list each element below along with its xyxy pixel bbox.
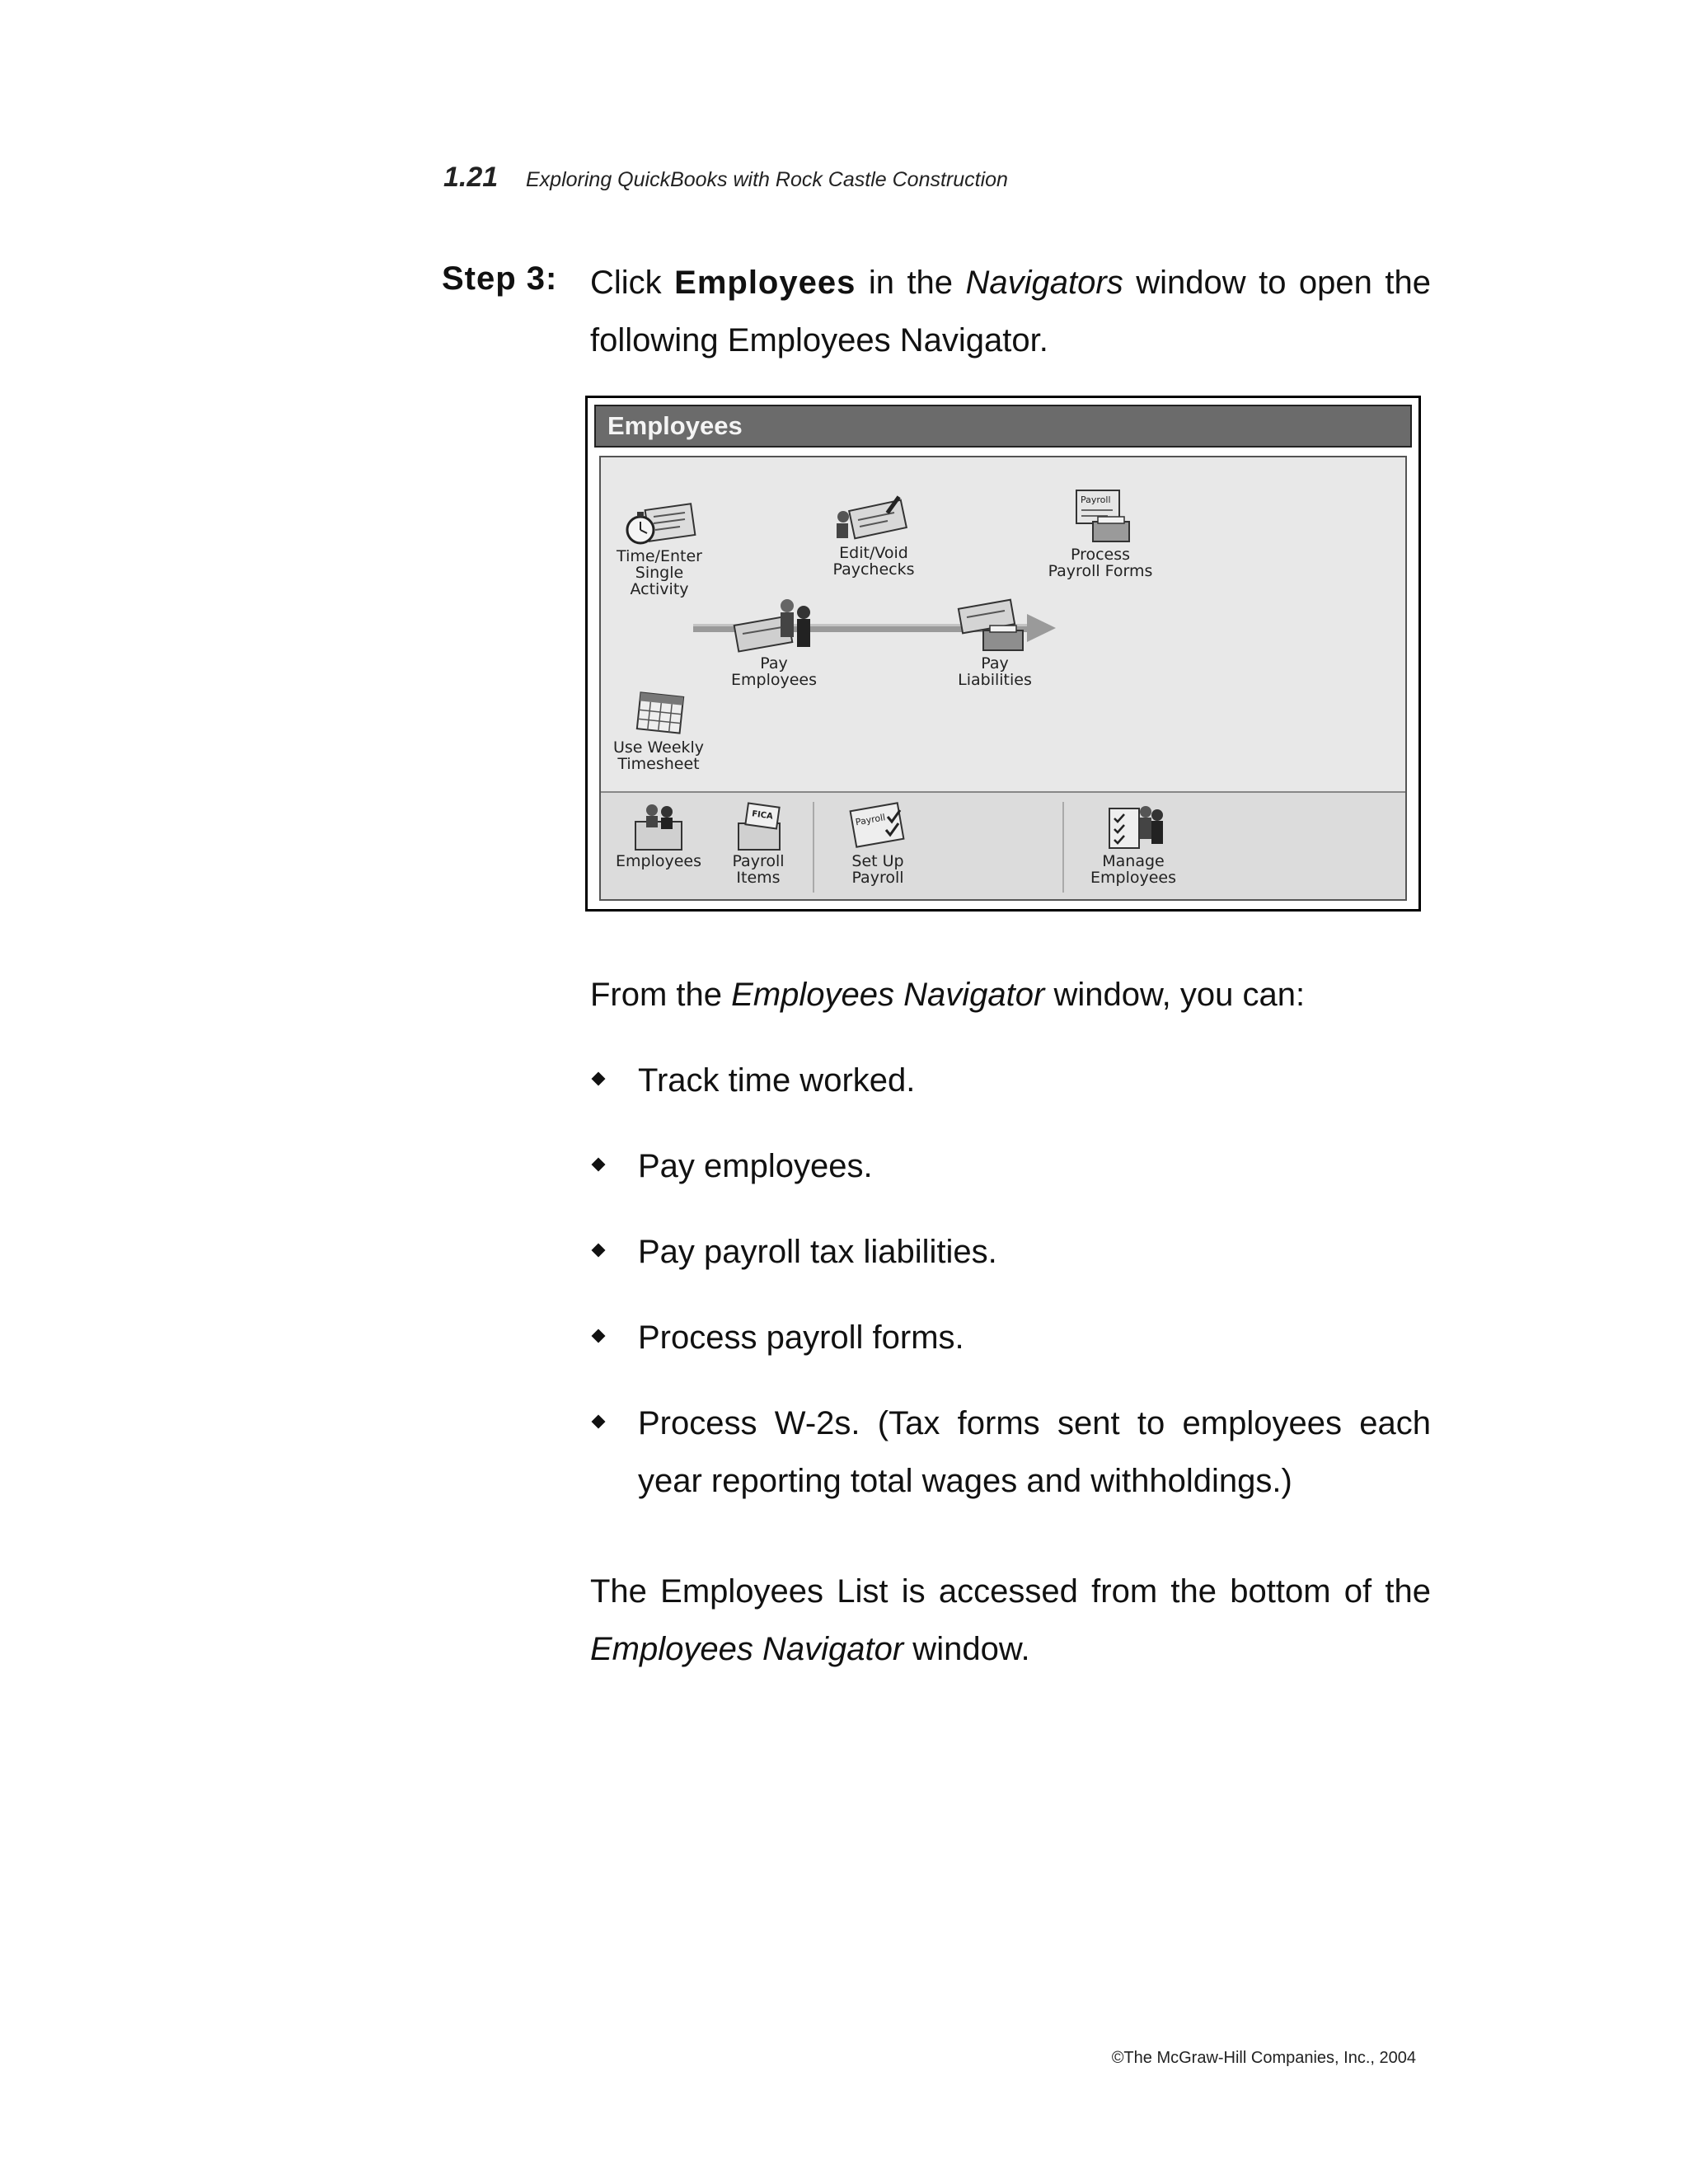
copyright-footer: ©The McGraw-Hill Companies, Inc., 2004 — [1111, 2049, 1416, 2067]
diamond-bullet-icon — [592, 1415, 606, 1429]
label-line-1: Pay — [981, 654, 1009, 673]
payroll-tag: Payroll — [854, 812, 887, 828]
calendar-icon — [626, 690, 692, 739]
running-header-title: Exploring QuickBooks with Rock Castle Construction — [526, 168, 1008, 191]
label-line-1: Employees — [616, 852, 701, 870]
diamond-bullet-icon — [592, 1329, 606, 1343]
diamond-bullet-icon — [592, 1158, 606, 1172]
nav-label-manage-employees — [1084, 853, 1183, 886]
step-text-3: in the — [856, 265, 966, 301]
label-line-2: Liabilities — [958, 671, 1032, 689]
step-text-navigators: Navigators — [965, 265, 1123, 301]
nav-label-time-enter — [606, 548, 713, 598]
nav-employees-list[interactable] — [609, 802, 708, 869]
intro-text-1: From the — [590, 977, 732, 1013]
nav-label-pay-liabilities — [937, 655, 1053, 688]
nav-payroll-items[interactable] — [713, 802, 804, 886]
check-pen-icon — [828, 490, 919, 545]
list-item — [590, 1223, 1431, 1281]
navigator-title-bar — [594, 405, 1412, 448]
step-text-employees: Employees — [674, 265, 856, 301]
step-label: Step 3: — [442, 260, 558, 297]
label-line-1: Manage — [1102, 852, 1165, 870]
nav-process-payroll-forms[interactable] — [1043, 487, 1158, 579]
list-item-text: Track time worked. — [638, 1062, 916, 1099]
step-text-1: Click — [590, 265, 675, 301]
navigator-canvas — [599, 456, 1407, 901]
nav-manage-employees[interactable] — [1084, 802, 1183, 886]
label-line-1: Set Up — [851, 852, 904, 870]
step-instruction — [590, 254, 1431, 369]
nav-label-set-up-payroll — [828, 853, 927, 886]
paycheck-people-icon — [724, 596, 823, 655]
list-item-text: Process W-2s. (Tax forms sent to employees each year reporting total wages and withholdings.) — [638, 1405, 1431, 1499]
closing-paragraph — [590, 1563, 1431, 1678]
diamond-bullet-icon — [592, 1244, 606, 1258]
label-line-2: Employees — [731, 671, 817, 689]
list-item — [590, 1137, 1431, 1195]
diamond-bullet-icon — [592, 1072, 606, 1086]
outro-text-navigator: Employees Navigator — [590, 1631, 904, 1667]
label-line-2: Employees — [1090, 869, 1176, 887]
nav-label-edit-void — [820, 545, 927, 578]
employees-navigator-figure — [585, 396, 1421, 912]
nav-use-weekly-timesheet[interactable] — [609, 690, 708, 772]
nav-pay-employees[interactable] — [716, 596, 832, 688]
nav-set-up-payroll[interactable] — [828, 799, 927, 886]
label-line-2: Payroll — [851, 869, 904, 887]
checklist-people-icon — [1096, 802, 1170, 853]
list-item — [590, 1052, 1431, 1109]
label-line-2: Timesheet — [617, 755, 700, 773]
navigator-separator-2 — [1062, 802, 1064, 893]
payroll-form-tag: Payroll — [1081, 494, 1111, 505]
nav-pay-liabilities[interactable] — [937, 598, 1053, 688]
nav-label-weekly-timesheet — [609, 739, 708, 772]
navigator-separator-1 — [813, 802, 814, 893]
nav-label-payroll-items — [713, 853, 804, 886]
label-line-2: Items — [736, 869, 781, 887]
nav-time-enter-single-activity[interactable] — [606, 497, 713, 598]
label-line-1: Payroll — [732, 852, 785, 870]
fica-tag: FICA — [751, 809, 774, 822]
step-text-5: window to open the following Employees Navigator. — [590, 265, 1431, 359]
payroll-checklist-icon — [837, 799, 919, 853]
nav-label-process-forms — [1043, 546, 1158, 579]
intro-text-navigator: Employees Navigator — [731, 977, 1045, 1013]
nav-edit-void-paychecks[interactable] — [820, 490, 927, 578]
nav-label-employees — [609, 853, 708, 869]
stopwatch-icon — [614, 497, 705, 548]
list-item-text: Pay payroll tax liabilities. — [638, 1234, 997, 1270]
label-line-2: Paychecks — [832, 560, 915, 579]
list-item — [590, 1394, 1431, 1510]
nav-label-pay-employees — [716, 655, 832, 688]
list-item — [590, 1309, 1431, 1366]
outro-text-1: The Employees List is accessed from the bottom of the — [590, 1573, 1431, 1610]
label-line-1: Pay — [760, 654, 788, 673]
label-line-1: Use Weekly — [612, 738, 705, 757]
label-line-1: Time/Enter — [617, 547, 702, 565]
navigator-title: Employees — [607, 411, 743, 440]
check-printer-icon — [945, 598, 1044, 655]
outro-text-3: window. — [903, 1631, 1030, 1667]
page-number: 1.21 — [443, 162, 499, 193]
fica-folder-icon — [725, 802, 791, 853]
label-line-1: Process — [1070, 546, 1131, 564]
label-line-2: Single Activity — [630, 564, 689, 598]
list-item-text: Pay employees. — [638, 1148, 873, 1184]
payroll-printer-icon — [1055, 487, 1146, 546]
label-line-1: Edit/Void — [839, 544, 908, 562]
list-item-text: Process payroll forms. — [638, 1319, 964, 1356]
intro-paragraph — [590, 966, 1305, 1024]
people-folder-icon — [626, 802, 692, 853]
label-line-2: Payroll Forms — [1048, 562, 1153, 580]
intro-text-3: window, you can: — [1044, 977, 1306, 1013]
